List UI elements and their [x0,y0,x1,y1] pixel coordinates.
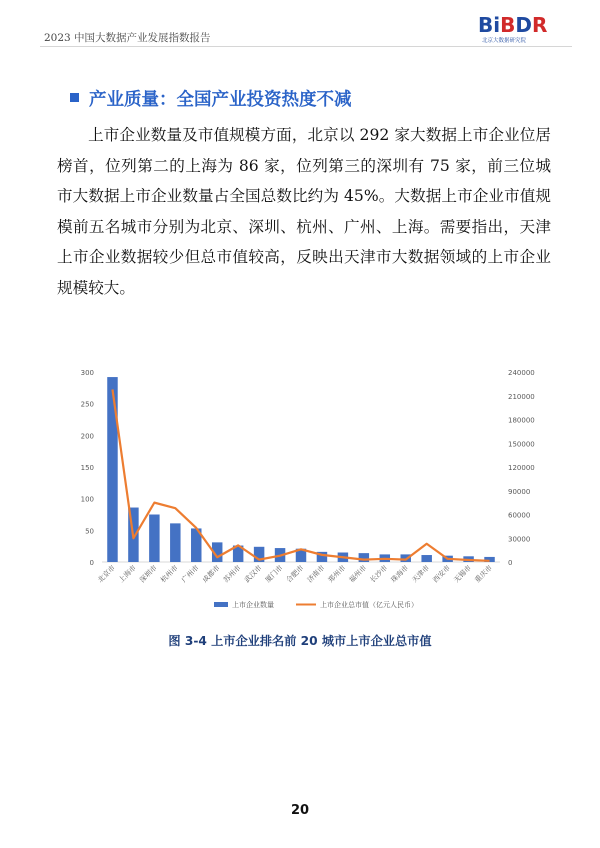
figure-caption: 图 3-4 上市企业排名前 20 城市上市企业总市值 [168,634,432,648]
category-tick-label: 武汉市 [243,563,264,585]
logo-subtitle: 北京大数据研究院 [482,38,527,44]
category-tick-label: 合肥市 [284,563,306,585]
page-number: 20 [290,803,310,818]
bar [170,523,180,562]
right-axis-tick-label: 0 [508,559,513,567]
category-tick-label: 无锡市 [452,563,473,585]
right-axis-tick-label: 150000 [508,440,535,449]
right-axis-tick-label: 240000 [508,369,535,377]
bar [149,515,159,563]
category-tick-label: 成都市 [201,563,222,585]
left-axis-tick-label: 0 [89,559,94,567]
section-heading-text: 产业质量：全国产业投资热度不减 [89,90,352,110]
category-tick-label: 西安市 [431,563,453,585]
category-tick-label: 广州市 [180,563,201,585]
bar [107,377,117,562]
right-axis-tick-label: 60000 [508,511,531,520]
left-axis-tick-label: 150 [80,464,94,472]
category-tick-label: 长沙市 [368,563,390,585]
category-tick-label: 厦门市 [263,563,285,585]
legend-bar-label: 上市企业数量 [232,601,274,609]
left-axis-tick-label: 250 [80,400,94,409]
legend-bar-swatch [214,602,228,607]
right-axis-tick-label: 30000 [508,535,531,544]
category-tick-label: 北京市 [96,563,117,585]
right-axis-tick-label: 120000 [508,464,535,472]
market-value-line [112,389,489,560]
page-header [0,0,600,50]
logo [478,13,574,46]
category-tick-label: 苏州市 [222,563,243,585]
left-axis-tick-label: 300 [80,369,94,377]
left-axis-tick-label: 50 [85,527,94,536]
category-tick-label: 福州市 [347,563,369,585]
right-axis-tick-label: 210000 [508,392,535,401]
category-tick-label: 天津市 [410,563,432,585]
body-paragraph-text: 上市企业数量及市值规模方面，北京以 292 家大数据上市企业位居榜首，位列第二的上海为 86 家，位列第三的深圳有 75 家，前三位城市大数据上市企业数量占全国总数比约为 45%。大数据上市企业市值规模前五名城市分别为北京、深圳、杭州、广州、上海。需要指出，天津上市企业数据较少但总市值较高，反映出天津市大数据领域的上市企业规模较大。 [57,126,551,297]
report-title: 2023 中国大数据产业发展指数报告 [44,32,211,44]
left-axis-tick-label: 100 [80,495,94,504]
category-tick-label: 郑州市 [326,563,348,585]
city-listed-companies-chart [64,360,564,620]
category-tick-label: 上海市 [117,563,138,585]
heading-square-icon [70,93,79,102]
section-heading [70,86,352,111]
right-axis-tick-label: 180000 [508,416,535,425]
left-axis-tick-label: 200 [80,432,94,441]
category-tick-label: 珠海市 [389,563,411,585]
category-tick-label: 济南市 [305,563,327,585]
bar [421,555,431,562]
category-tick-label: 重庆市 [473,563,494,585]
legend-line-label: 上市企业总市值（亿元人民币） [320,601,418,609]
body-paragraph [57,120,551,303]
right-axis-tick-label: 90000 [508,487,531,496]
category-tick-label: 深圳市 [138,563,159,585]
header-divider [40,46,572,47]
category-tick-label: 杭州市 [159,563,180,585]
logo-mark: BiBDR [478,13,548,37]
